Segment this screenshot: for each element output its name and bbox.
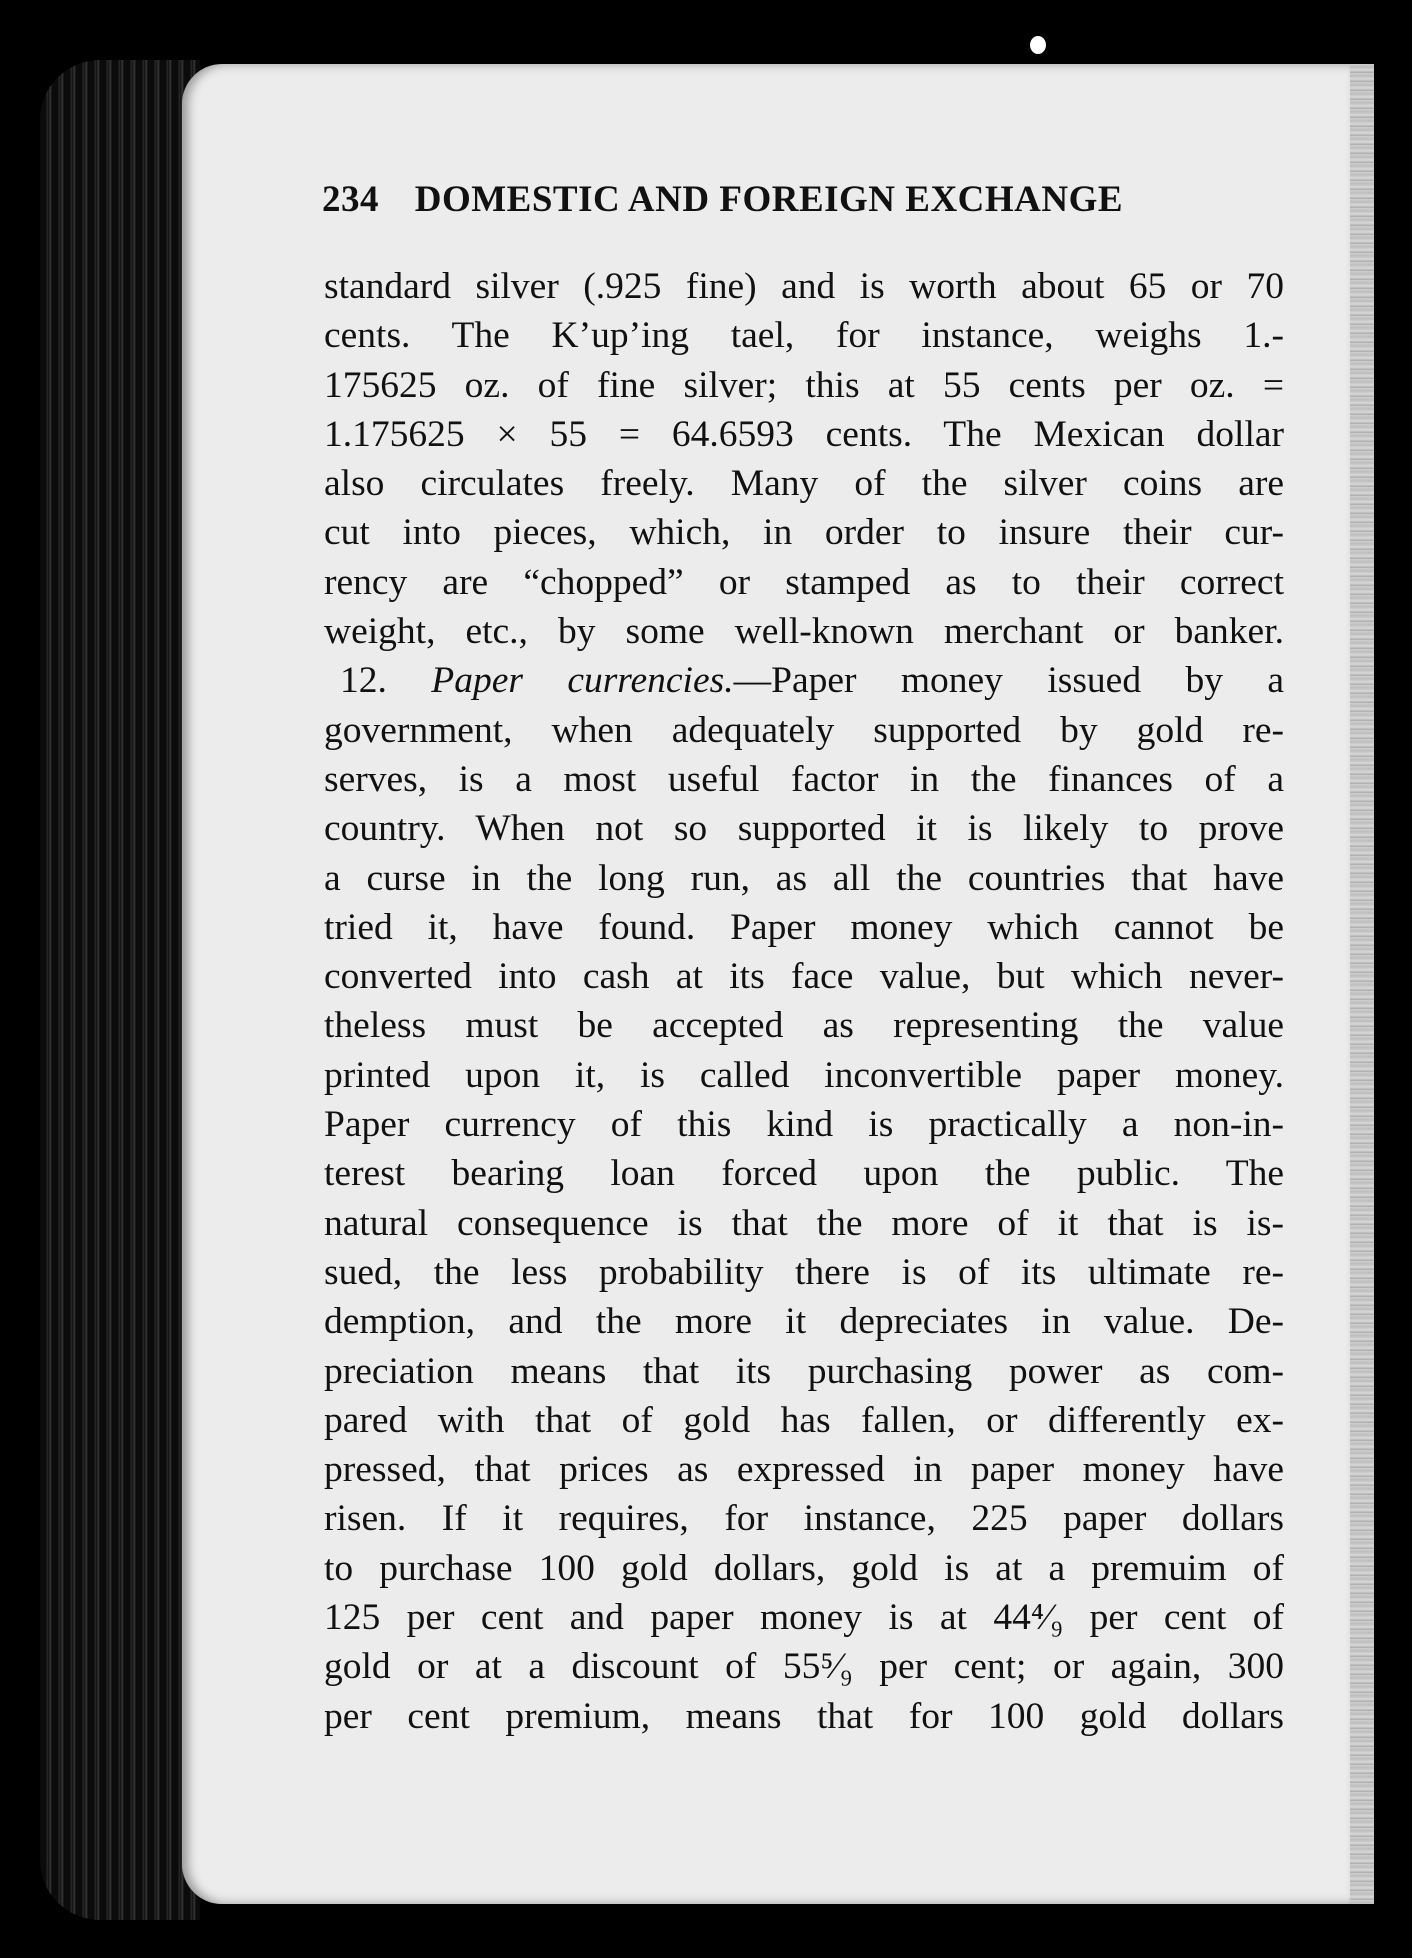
text-line: printed upon it, is called inconvertible paper money. xyxy=(324,1054,1284,1096)
text-line: demption, and the more it depreciates in value. De- xyxy=(324,1301,1284,1343)
text-line: sued, the less probability there is of its ultimate re- xyxy=(324,1251,1284,1293)
running-title: DOMESTIC AND FOREIGN EXCHANGE xyxy=(414,179,1124,220)
body-text xyxy=(324,262,1284,1741)
right-scan-border xyxy=(1374,50,1412,1920)
right-page-edge xyxy=(1350,64,1374,1904)
text-line: government, when adequately supported by gold re- xyxy=(324,709,1284,751)
text-line: weight, etc., by some well-known merchant or banker. xyxy=(324,611,1284,653)
text-line: also circulates freely. Many of the silver coins are xyxy=(324,463,1284,505)
text-line: 1.175625 × 55 = 64.6593 cents. The Mexican dollar xyxy=(324,413,1284,455)
text-line: terest bearing loan forced upon the public. The xyxy=(324,1153,1284,1195)
text-line: gold or at a discount of 55⁵⁄₉ per cent; or again, 300 xyxy=(324,1646,1284,1688)
running-header xyxy=(322,178,1302,221)
section-heading-line xyxy=(324,656,1284,705)
text-line: serves, is a most useful factor in the finances of a xyxy=(324,758,1284,800)
page-number: 234 xyxy=(322,179,379,220)
text-line: pared with that of gold has fallen, or differently ex- xyxy=(324,1399,1284,1441)
text-line: rency are “chopped” or stamped as to their correct xyxy=(324,561,1284,603)
scan-mark xyxy=(1030,36,1046,54)
text-line: 125 per cent and paper money is at 44⁴⁄₉ per cent of xyxy=(324,1597,1284,1639)
text-line: converted into cash at its face value, but which never- xyxy=(324,956,1284,998)
text-line: standard silver (.925 fine) and is worth about 65 or 70 xyxy=(324,266,1284,307)
text-line: cents. The K’up’ing tael, for instance, weighs 1.- xyxy=(324,315,1284,357)
text-line: per cent premium, means that for 100 gold dollars xyxy=(324,1695,1284,1737)
text-line: 175625 oz. of fine silver; this at 55 cents per oz. = xyxy=(324,364,1284,406)
text-line: a curse in the long run, as all the countries that have xyxy=(324,857,1284,899)
section-heading: Paper currencies. xyxy=(431,660,734,702)
text-line: risen. If it requires, for instance, 225 paper dollars xyxy=(324,1498,1284,1540)
section-first-line-text: —Paper money issued by a xyxy=(733,660,1285,702)
text-line: country. When not so supported it is likely to prove xyxy=(324,808,1284,850)
text-line: Paper currency of this kind is practically a non-in- xyxy=(324,1104,1284,1146)
text-line: pressed, that prices as expressed in paper money have xyxy=(324,1449,1284,1491)
text-line: to purchase 100 gold dollars, gold is at a premuim of xyxy=(324,1547,1284,1589)
text-line: tried it, have found. Paper money which cannot be xyxy=(324,906,1284,948)
section-number: 12. xyxy=(340,660,387,702)
text-line: preciation means that its purchasing power as com- xyxy=(324,1350,1284,1392)
text-line: cut into pieces, which, in order to insure their cur- xyxy=(324,512,1284,554)
text-line: natural consequence is that the more of it that is is- xyxy=(324,1202,1284,1244)
page-edge-stack xyxy=(40,60,200,1920)
text-line: theless must be accepted as representing the value xyxy=(324,1005,1284,1047)
